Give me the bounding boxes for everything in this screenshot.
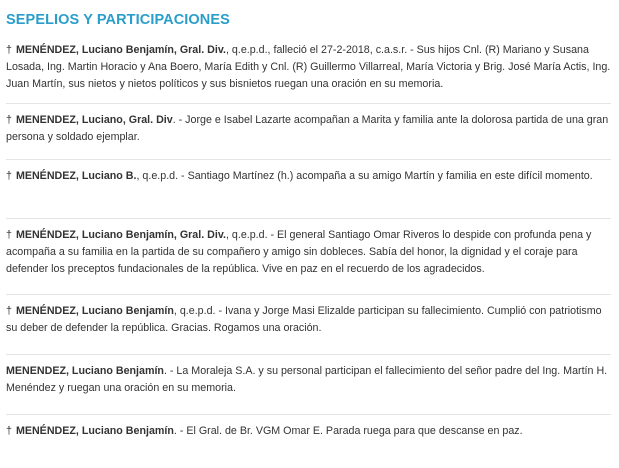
notice-message: , q.e.p.d. - El general Santiago Omar Riveros lo despide con profunda pena y acompaña a su familia en la partida de su compañero y amigo sin dobleces. Sabía del honor, la dignidad y el coraje para defender los preceptos fundacionales de la república. Vive en paz en el recuerdo de los agradecidos. [6, 229, 592, 275]
deceased-name: MENENDEZ, Luciano, Gral. Div [15, 114, 173, 126]
notice-message: . - La Moraleja S.A. y su personal participan el fallecimiento del señor padre del Ing. Martín H. Menéndez y ruegan una oración en su memoria. [6, 365, 608, 394]
section-title: SEPELIOS Y PARTICIPACIONES [6, 12, 230, 28]
notice-text [6, 227, 611, 278]
notice-message: , q.e.p.d., falleció el 27-2-2018, c.a.s.r. - Sus hijos Cnl. (R) Mariano y Susana Losada, Ing. Martin Horacio y Ana Boero, María Edith y Cnl. (R) Guillermo Villarreal, María Victoria y Brig. José María Actis, Ing. Juan Martín, sus nietos y nietos políticos y sus bisnietos ruegan una oración en su memoria. [6, 44, 611, 90]
cross-icon: † [6, 305, 12, 317]
notice-item [6, 104, 611, 160]
notices-list [6, 34, 611, 451]
deceased-name: MENÉNDEZ, Luciano B. [15, 170, 137, 182]
notice-item [6, 415, 611, 451]
notice-message: , q.e.p.d. - Santiago Martínez (h.) acompaña a su amigo Martín y familia en este difícil momento. [136, 170, 593, 182]
notice-text [6, 423, 611, 440]
deceased-name: MENÉNDEZ, Luciano Benjamín [15, 425, 174, 437]
cross-icon: † [6, 229, 12, 241]
notice-message: . - Jorge e Isabel Lazarte acompañan a Marita y familia ante la dolorosa partida de una gran persona y soldado ejemplar. [6, 114, 609, 143]
notice-text [6, 112, 611, 146]
deceased-name: MENÉNDEZ, Luciano Benjamín, Gral. Div. [15, 229, 226, 241]
deceased-name: MENÉNDEZ, Luciano Benjamín [15, 305, 174, 317]
notice-text [6, 168, 611, 185]
notice-item [6, 160, 611, 219]
notice-message: . - El Gral. de Br. VGM Omar E. Parada ruega para que descanse en paz. [173, 425, 523, 437]
notice-item [6, 219, 611, 295]
notice-message: , q.e.p.d. - Ivana y Jorge Masi Elizalde participan su fallecimiento. Cumplió con patriotismo su deber de defender la república. Gracias. Rogamos una oración. [6, 305, 602, 334]
notice-text [6, 363, 611, 397]
notice-text [6, 42, 611, 93]
notice-item [6, 34, 611, 104]
cross-icon: † [6, 44, 12, 56]
cross-icon: † [6, 425, 12, 437]
cross-icon: † [6, 114, 12, 126]
notice-text [6, 303, 611, 337]
notice-item [6, 355, 611, 415]
notice-item [6, 295, 611, 355]
deceased-name: MENENDEZ, Luciano Benjamín [6, 365, 164, 377]
deceased-name: MENÉNDEZ, Luciano Benjamín, Gral. Div. [15, 44, 226, 56]
cross-icon: † [6, 170, 12, 182]
